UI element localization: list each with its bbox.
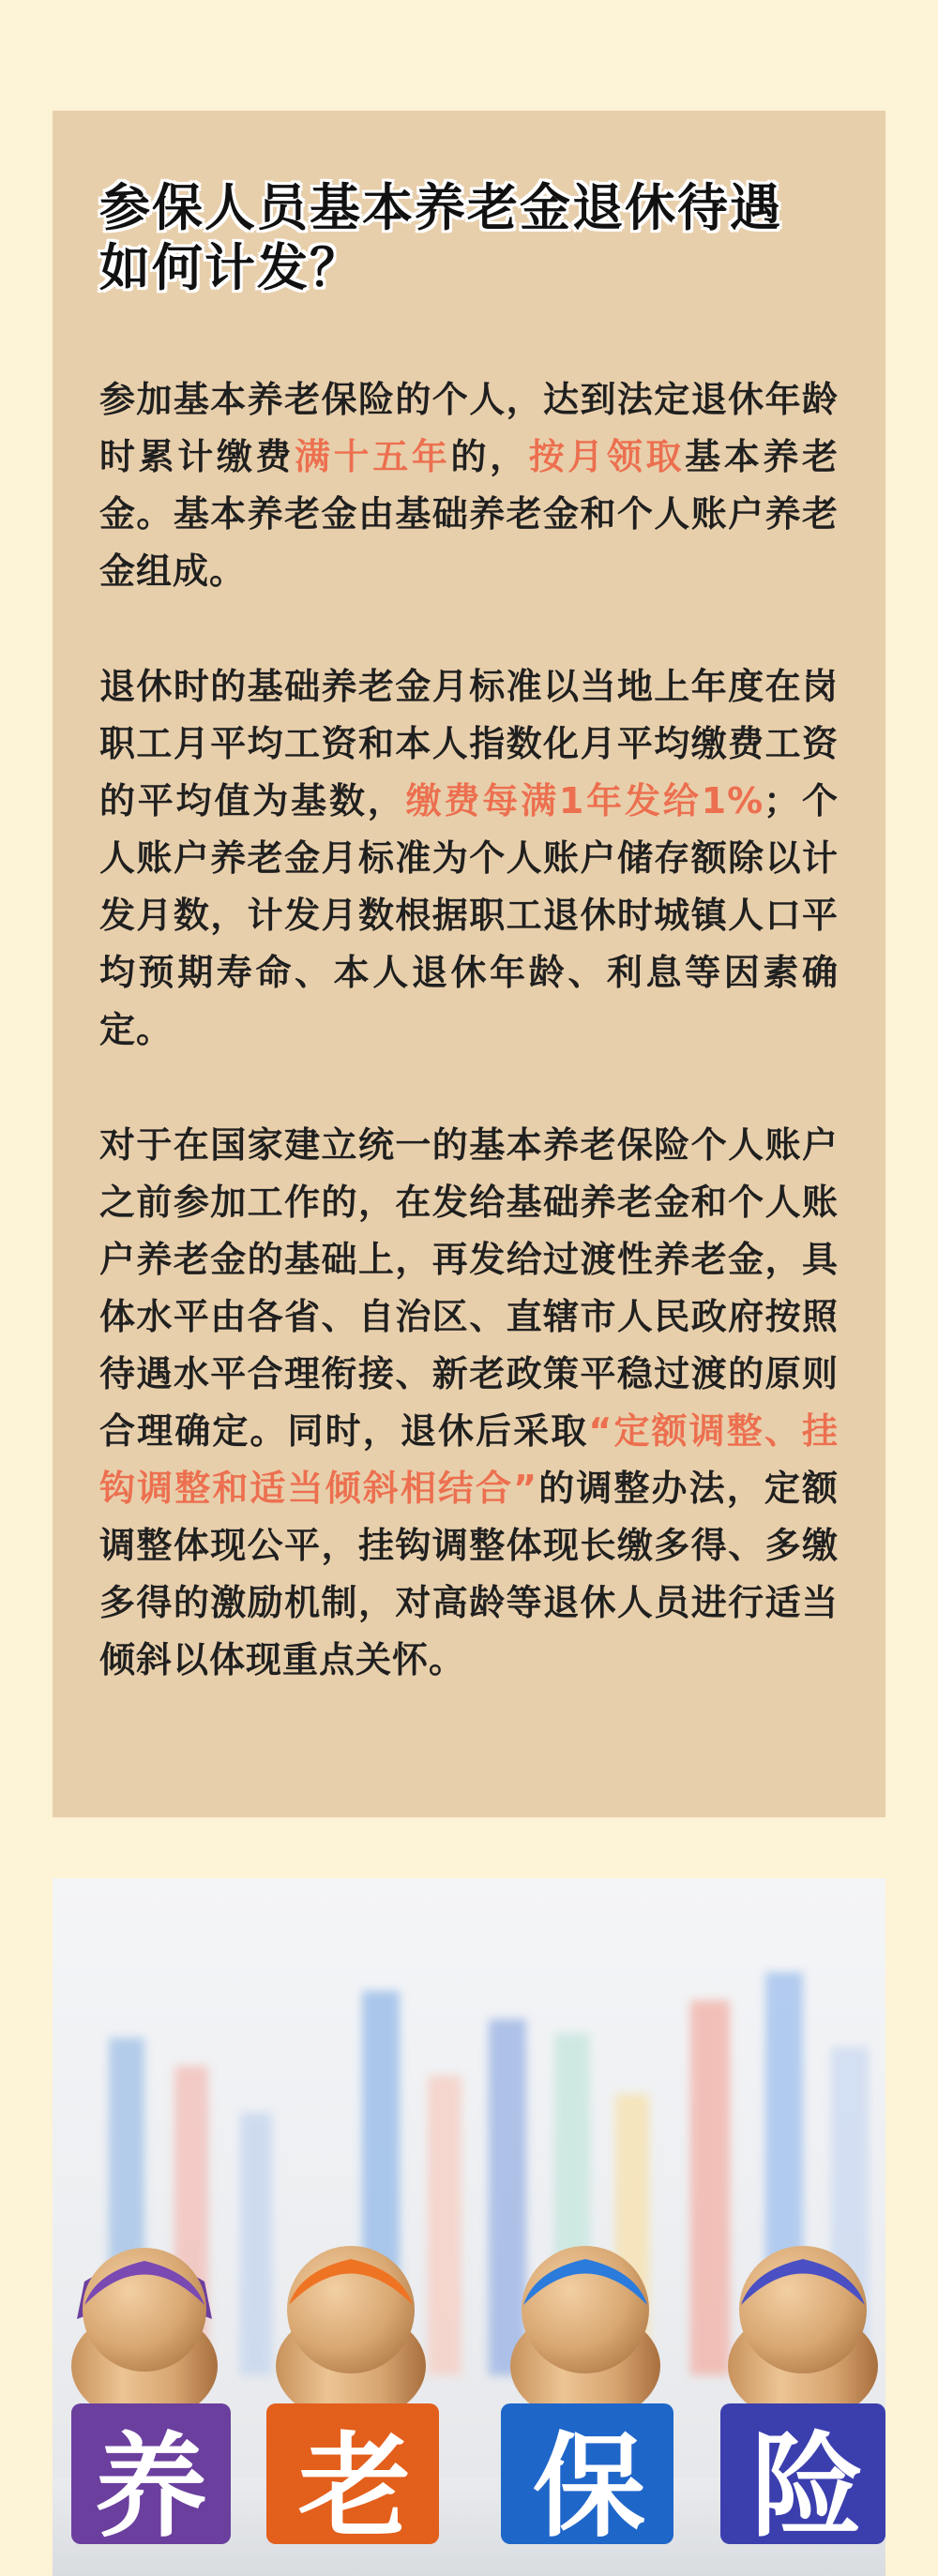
p3-text-2: 的调整办法，定额调整体现公平，挂钩调整体现长缴多得、多缴多得的激励机制，对高龄等退休人员进行适当倾斜以体现重点关怀。 bbox=[99, 1468, 839, 1680]
figure-2 bbox=[266, 2246, 439, 2553]
p1-text-2: 的， bbox=[450, 436, 529, 477]
p1-highlight-1: 满十五年 bbox=[295, 436, 451, 477]
figure-char-1: 养 bbox=[95, 2422, 207, 2553]
pension-insurance-photo bbox=[53, 1878, 885, 2576]
p2-highlight-1: 缴费每满1年发给1% bbox=[405, 780, 764, 821]
paragraph-3 bbox=[99, 1117, 839, 1689]
paragraph-1 bbox=[99, 371, 839, 600]
title-line-1: 参保人员基本养老金退休待遇 bbox=[99, 178, 782, 237]
article-title bbox=[99, 178, 839, 298]
paragraph-2 bbox=[99, 658, 839, 1059]
figure-1 bbox=[71, 2248, 231, 2553]
p3-text-1: 对于在国家建立统一的基本养老保险个人账户之前参加工作的，在发给基础养老金和个人账户养老金的基础上，再发给过渡性养老金，具体水平由各省、自治区、直辖市人民政府按照待遇水平合理衔接、新老政策平稳过渡的原则合理确定。同时，退休后采取 bbox=[99, 1124, 839, 1452]
figure-char-3: 保 bbox=[533, 2422, 645, 2553]
p3-highlight-1: “定额调整、挂钩调整和适当倾斜相结合” bbox=[99, 1410, 839, 1509]
figure-4 bbox=[720, 2246, 885, 2553]
figure-char-2: 老 bbox=[298, 2422, 411, 2553]
title-line-2: 如何计发？ bbox=[99, 238, 362, 297]
article-card bbox=[53, 111, 885, 1817]
p1-text-3: 基本养老金。基本养老金由基础养老金和个人账户养老金组成。 bbox=[99, 436, 839, 592]
p1-text-1: 参加基本养老保险的个人，达到法定退休年龄时累计缴费 bbox=[99, 379, 839, 477]
figure-char-4: 险 bbox=[751, 2422, 864, 2553]
p2-text-2: ；个人账户养老金月标准为个人账户储存额除以计发月数，计发月数根据职工退休时城镇人口平均预期寿命、本人退休年龄、利息等因素确定。 bbox=[99, 780, 839, 1050]
p2-text-1: 退休时的基础养老金月标准以当地上年度在岗职工月平均工资和本人指数化月平均缴费工资的平均值为基数， bbox=[99, 666, 839, 821]
p1-highlight-2: 按月领取 bbox=[528, 436, 686, 477]
